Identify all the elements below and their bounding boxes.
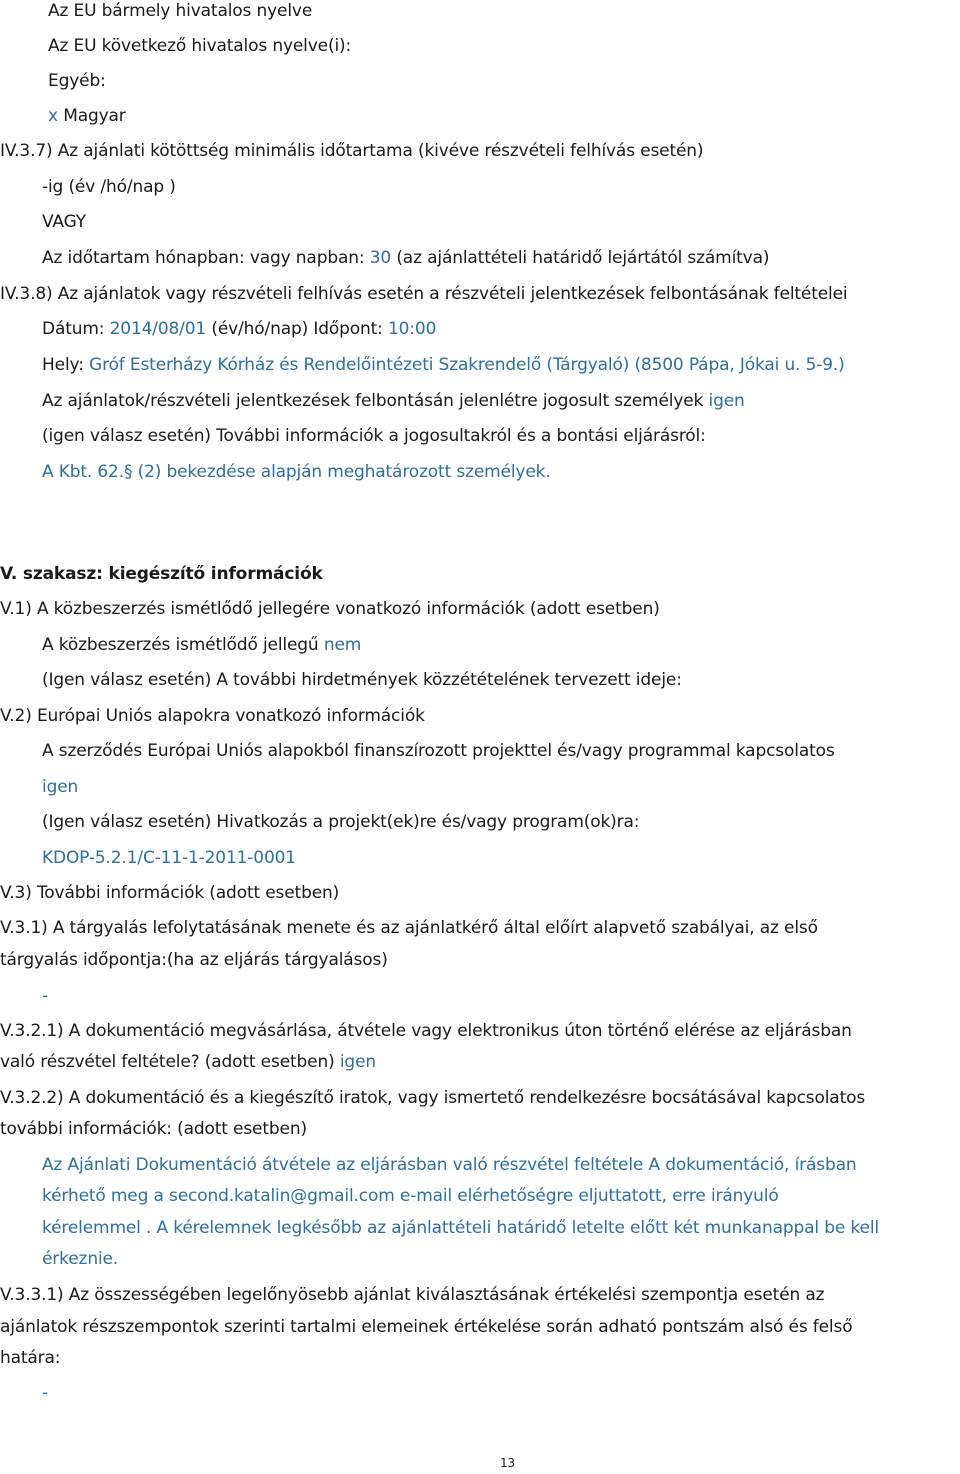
- iv38-persons-value: igen: [708, 391, 745, 411]
- v2-ref-value: KDOP-5.2.1/C-11-1-2011-0001: [42, 848, 296, 868]
- iv37-heading: IV.3.7) Az ajánlati kötöttség minimális időtartama (kivéve részvételi felhívás esetén): [0, 141, 704, 161]
- v31-line2: tárgyalás időpontja:(ha az eljárás tárgyalásos): [0, 950, 388, 970]
- iv38-place-line: [42, 354, 845, 376]
- iv37-duration-prefix: Az időtartam hónapban: vagy napban:: [42, 248, 365, 268]
- v322-line1: V.3.2.2) A dokumentáció és a kiegészítő iratok, vagy ismertető rendelkezésre bocsátásával kapcsolatos: [0, 1088, 866, 1108]
- v331-line2: ajánlatok részszempontok szerinti tartalmi elemeinek értékelése során adható pontszám alsó és felső: [0, 1317, 853, 1337]
- lang-option-any-eu: Az EU bármely hivatalos nyelve: [48, 1, 313, 21]
- iv38-date-label: Dátum:: [42, 319, 105, 339]
- iv37-duration: [42, 247, 769, 269]
- v322-text4: érkeznie.: [42, 1249, 119, 1269]
- v31-value: -: [42, 986, 48, 1006]
- iv38-info-label: (igen válasz esetén) További információk a jogosultakról és a bontási eljárásról:: [42, 426, 706, 446]
- v1-followup: (Igen válasz esetén) A további hirdetmények közzétételének tervezett ideje:: [42, 670, 682, 690]
- iv37-duration-suffix: (az ajánlattételi határidő lejártától számítva): [396, 248, 770, 268]
- lang-option-other: Egyéb:: [48, 71, 106, 91]
- iv38-persons-line: [42, 390, 745, 412]
- v2-heading: V.2) Európai Uniós alapokra vonatkozó információk: [0, 706, 425, 726]
- v321-line2: [0, 1051, 376, 1073]
- lang-selected-value: Magyar: [63, 106, 126, 126]
- v331-line3: határa:: [0, 1348, 61, 1368]
- v322-text3: kérelemmel . A kérelemnek legkésőbb az ajánlattételi határidő letelte előtt két munkanappal be kell: [42, 1218, 879, 1238]
- iv37-or: VAGY: [42, 212, 86, 232]
- v321-line1: V.3.2.1) A dokumentáció megvásárlása, átvétele vagy elektronikus úton történő elérése az eljárásban: [0, 1021, 852, 1041]
- v3-heading: V.3) További információk (adott esetben): [0, 883, 340, 903]
- iv38-persons-label: Az ajánlatok/részvételi jelentkezések felbontásán jelenlétre jogosult személyek: [42, 391, 704, 411]
- v2-value: igen: [42, 777, 79, 797]
- iv38-heading: IV.3.8) Az ajánlatok vagy részvételi felhívás esetén a részvételi jelentkezések felbontásának feltételei: [0, 284, 848, 304]
- iv38-place-label: Hely:: [42, 355, 84, 375]
- iv38-place-value: Gróf Esterházy Kórház és Rendelőintézeti Szakrendelő (Tárgyaló) (8500 Pápa, Jókai u. 5-9.): [89, 355, 845, 375]
- v322-text2: kérhető meg a second.katalin@gmail.com e-mail elérhetőségre eljuttatott, erre irányuló: [42, 1186, 779, 1206]
- iv37-date-line: -ig (év /hó/nap ): [42, 177, 176, 197]
- v321-label: való részvétel feltétele? (adott esetben): [0, 1052, 335, 1072]
- v331-value: -: [42, 1383, 48, 1403]
- v2-label: A szerződés Európai Uniós alapokból finanszírozott projekttel és/vagy programmal kapcsolatos: [42, 741, 835, 761]
- v1-line: [42, 634, 361, 656]
- v331-line1: V.3.3.1) Az összességében legelőnyösebb ajánlat kiválasztásának értékelési szempontja esetén az: [0, 1285, 825, 1305]
- lang-selected: [48, 105, 126, 127]
- iv37-days-value: 30: [369, 248, 392, 268]
- iv38-info-value: A Kbt. 62.§ (2) bekezdése alapján meghatározott személyek.: [42, 462, 551, 482]
- iv38-date-value: 2014/08/01: [109, 319, 207, 339]
- v322-line2: további információk: (adott esetben): [0, 1119, 307, 1139]
- page-number: 13: [500, 1456, 515, 1470]
- iv38-time-value: 10:00: [388, 319, 437, 339]
- check-mark: x: [48, 106, 58, 126]
- v1-value: nem: [323, 635, 362, 655]
- v2-ref-label: (Igen válasz esetén) Hivatkozás a projekt(ek)re és/vagy program(ok)ra:: [42, 812, 640, 832]
- v1-heading: V.1) A közbeszerzés ismétlődő jellegére vonatkozó információk (adott esetben): [0, 599, 660, 619]
- iv38-date-line: [42, 318, 436, 340]
- v322-text1: Az Ajánlati Dokumentáció átvétele az eljárásban való részvétel feltétele A dokumentáció, írásban: [42, 1155, 857, 1175]
- iv38-date-format: (év/hó/nap) Időpont:: [211, 319, 383, 339]
- v1-label: A közbeszerzés ismétlődő jellegű: [42, 635, 319, 655]
- v31-line1: V.3.1) A tárgyalás lefolytatásának menete és az ajánlatkérő által előírt alapvető szabályai, az első: [0, 918, 818, 938]
- section-v-title: V. szakasz: kiegészítő információk: [0, 564, 323, 584]
- v321-value: igen: [339, 1052, 377, 1072]
- lang-option-following-eu: Az EU következő hivatalos nyelve(i):: [48, 36, 352, 56]
